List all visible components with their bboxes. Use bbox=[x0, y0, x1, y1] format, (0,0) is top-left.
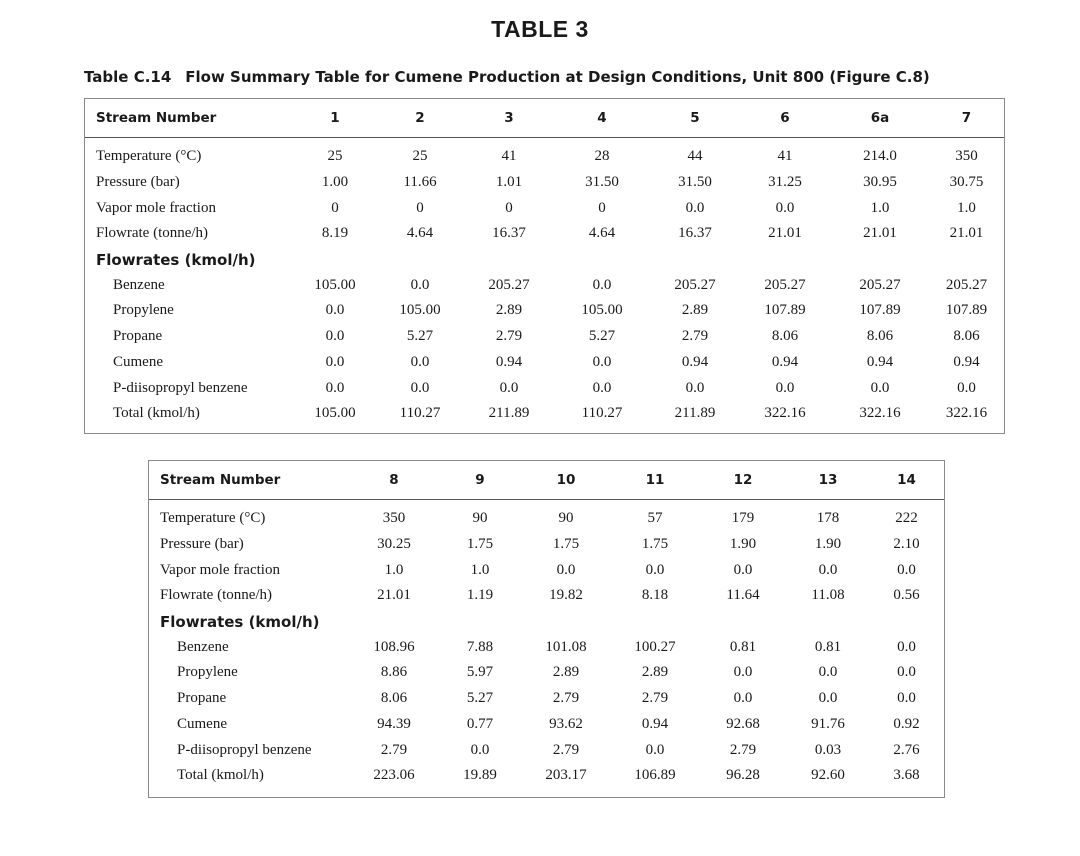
table-cell: 110.27 bbox=[399, 405, 441, 422]
table-cell: 203.17 bbox=[545, 767, 587, 784]
component-row bbox=[85, 375, 1004, 401]
stream-header: 6a bbox=[831, 99, 929, 138]
table-cell: 25 bbox=[412, 148, 428, 165]
table-cell: 2.89 bbox=[552, 664, 580, 681]
condition-row bbox=[149, 583, 944, 609]
row-label: Cumene bbox=[113, 353, 163, 370]
table-cell: 0.0 bbox=[556, 561, 576, 578]
stream-header: 13 bbox=[787, 461, 869, 500]
table-cell: 1.01 bbox=[495, 174, 523, 191]
flow-summary-table-2 bbox=[148, 460, 945, 798]
table-cell: 211.89 bbox=[674, 405, 716, 422]
table-cell: 1.0 bbox=[470, 561, 490, 578]
table-cell: 0.0 bbox=[775, 199, 795, 216]
table-cell: 1.0 bbox=[870, 199, 890, 216]
row-label: Propylene bbox=[177, 664, 238, 681]
table-cell: 8.19 bbox=[321, 225, 349, 242]
table-cell: 0.0 bbox=[499, 379, 519, 396]
table-cell: 214.0 bbox=[863, 148, 897, 165]
table-cell: 2.79 bbox=[380, 741, 408, 758]
component-row bbox=[149, 686, 944, 712]
table-cell: 5.27 bbox=[406, 328, 434, 345]
table-cell: 0.0 bbox=[325, 302, 345, 319]
table-cell: 0.0 bbox=[592, 379, 612, 396]
table-cell: 21.01 bbox=[377, 587, 411, 604]
table-cell: 0.81 bbox=[729, 638, 757, 655]
table-1-body bbox=[85, 138, 1004, 427]
table-cell: 4.64 bbox=[406, 225, 434, 242]
table-cell: 0.92 bbox=[893, 715, 920, 732]
table-cell: 107.89 bbox=[945, 302, 988, 319]
table-cell: 107.89 bbox=[859, 302, 901, 319]
condition-row bbox=[85, 138, 1004, 170]
component-row bbox=[85, 350, 1004, 376]
table-cell: 179 bbox=[731, 510, 755, 527]
table-cell: 205.27 bbox=[674, 276, 716, 293]
condition-row bbox=[149, 557, 944, 583]
table-cell: 90 bbox=[472, 510, 488, 527]
table-cell: 3.68 bbox=[893, 767, 920, 784]
table-cell: 2.79 bbox=[552, 690, 580, 707]
table-cell: 19.82 bbox=[549, 587, 583, 604]
table-cell: 92.60 bbox=[811, 767, 845, 784]
table-cell: 2.89 bbox=[681, 302, 709, 319]
caption-text: Flow Summary Table for Cumene Production at Design Conditions, Unit 800 (Figure C.8) bbox=[185, 68, 930, 86]
table-cell: 31.50 bbox=[585, 174, 619, 191]
table-cell: 0.56 bbox=[893, 587, 920, 604]
table-cell: 0 bbox=[598, 199, 606, 216]
table-1 bbox=[85, 99, 1004, 427]
table-cell: 1.0 bbox=[384, 561, 404, 578]
table-cell: 0.0 bbox=[733, 664, 753, 681]
table-cell: 8.06 bbox=[866, 328, 894, 345]
table-cell: 11.08 bbox=[811, 587, 845, 604]
table-cell: 28 bbox=[594, 148, 610, 165]
table-cell: 30.75 bbox=[949, 174, 984, 191]
table-cell: 0.0 bbox=[410, 353, 430, 370]
table-cell: 0.94 bbox=[866, 353, 894, 370]
component-row bbox=[85, 272, 1004, 298]
stream-header: 6 bbox=[739, 99, 831, 138]
table-cell: 178 bbox=[816, 510, 840, 527]
table-cell: 322.16 bbox=[859, 405, 901, 422]
table-cell: 100.27 bbox=[634, 638, 676, 655]
section-heading: Flowrates (kmol/h) bbox=[96, 250, 256, 269]
table-cell: 57 bbox=[647, 510, 663, 527]
table-cell: 41 bbox=[501, 148, 517, 165]
stream-header: 4 bbox=[553, 99, 651, 138]
table-cell: 5.97 bbox=[466, 664, 494, 681]
table-cell: 0.77 bbox=[466, 715, 494, 732]
table-cell: 205.27 bbox=[945, 276, 988, 293]
table-cell: 5.27 bbox=[466, 690, 494, 707]
table-cell: 205.27 bbox=[764, 276, 806, 293]
table-cell: 0.94 bbox=[953, 353, 980, 370]
condition-row bbox=[85, 170, 1004, 196]
table-cell: 1.75 bbox=[552, 536, 580, 553]
table-cell: 205.27 bbox=[859, 276, 901, 293]
table-cell: 350 bbox=[382, 510, 406, 527]
table-cell: 21.01 bbox=[863, 225, 897, 242]
table-cell: 0.03 bbox=[814, 741, 842, 758]
component-row bbox=[85, 401, 1004, 427]
table-cell: 2.79 bbox=[495, 328, 523, 345]
table-1-header-row bbox=[85, 99, 1004, 138]
table-caption bbox=[84, 68, 930, 86]
component-row bbox=[149, 660, 944, 686]
table-cell: 0.0 bbox=[818, 561, 838, 578]
row-label: Flowrate (tonne/h) bbox=[96, 225, 209, 242]
table-cell: 8.86 bbox=[380, 664, 408, 681]
table-cell: 108.96 bbox=[373, 638, 415, 655]
table-cell: 0.0 bbox=[897, 561, 916, 578]
stream-header: 12 bbox=[699, 461, 787, 500]
table-cell: 1.00 bbox=[321, 174, 349, 191]
table-cell: 0 bbox=[505, 199, 513, 216]
stream-header: 8 bbox=[349, 461, 439, 500]
table-cell: 4.64 bbox=[588, 225, 616, 242]
table-cell: 1.0 bbox=[957, 199, 976, 216]
table-cell: 2.76 bbox=[893, 741, 920, 758]
table-cell: 0.0 bbox=[325, 353, 345, 370]
row-label: Cumene bbox=[177, 715, 227, 732]
table-cell: 0.94 bbox=[641, 715, 669, 732]
table-cell: 0.0 bbox=[592, 276, 612, 293]
section-row bbox=[149, 609, 944, 635]
table-cell: 0 bbox=[416, 199, 424, 216]
condition-row bbox=[149, 500, 944, 532]
table-cell: 0.0 bbox=[470, 741, 490, 758]
condition-row bbox=[85, 221, 1004, 247]
table-cell: 0.0 bbox=[733, 561, 753, 578]
table-cell: 2.79 bbox=[641, 690, 669, 707]
table-cell: 0.0 bbox=[733, 690, 753, 707]
page-title: TABLE 3 bbox=[491, 16, 589, 42]
stream-header: 14 bbox=[869, 461, 944, 500]
table-cell: 44 bbox=[687, 148, 703, 165]
table-cell: 322.16 bbox=[764, 405, 806, 422]
row-label: Total (kmol/h) bbox=[113, 405, 200, 422]
table-cell: 5.27 bbox=[588, 328, 616, 345]
row-label: Propane bbox=[177, 690, 227, 707]
table-cell: 211.89 bbox=[488, 405, 530, 422]
table-cell: 8.18 bbox=[641, 587, 669, 604]
row-label: Pressure (bar) bbox=[96, 174, 180, 191]
table-cell: 105.00 bbox=[399, 302, 441, 319]
component-row bbox=[85, 324, 1004, 350]
stream-header: 1 bbox=[295, 99, 375, 138]
stream-header: 9 bbox=[439, 461, 521, 500]
stream-header: 10 bbox=[521, 461, 611, 500]
table-cell: 0.0 bbox=[897, 664, 916, 681]
table-cell: 107.89 bbox=[764, 302, 806, 319]
stream-header: 2 bbox=[375, 99, 465, 138]
table-cell: 0.0 bbox=[685, 199, 705, 216]
condition-row bbox=[149, 532, 944, 558]
table-cell: 0.94 bbox=[495, 353, 523, 370]
table-cell: 2.79 bbox=[729, 741, 757, 758]
stream-header: 5 bbox=[651, 99, 739, 138]
stream-number-header: Stream Number bbox=[149, 461, 349, 500]
component-row bbox=[149, 634, 944, 660]
table-cell: 0.0 bbox=[897, 690, 916, 707]
table-cell: 223.06 bbox=[373, 767, 415, 784]
table-cell: 105.00 bbox=[581, 302, 623, 319]
table-cell: 0.0 bbox=[645, 741, 665, 758]
table-cell: 93.62 bbox=[549, 715, 583, 732]
table-cell: 1.75 bbox=[466, 536, 494, 553]
table-cell: 2.79 bbox=[552, 741, 580, 758]
stream-header: 7 bbox=[929, 99, 1004, 138]
table-cell: 0.81 bbox=[814, 638, 842, 655]
table-cell: 0 bbox=[331, 199, 339, 216]
row-label: Temperature (°C) bbox=[160, 510, 266, 527]
table-cell: 31.25 bbox=[768, 174, 802, 191]
table-2-body bbox=[149, 500, 944, 789]
flow-summary-table-1 bbox=[84, 98, 1005, 434]
table-cell: 0.0 bbox=[818, 690, 838, 707]
table-cell: 31.50 bbox=[678, 174, 712, 191]
row-label: Pressure (bar) bbox=[160, 536, 244, 553]
table-2-header-row bbox=[149, 461, 944, 500]
table-cell: 90 bbox=[558, 510, 574, 527]
table-cell: 8.06 bbox=[953, 328, 980, 345]
table-cell: 0.0 bbox=[685, 379, 705, 396]
table-cell: 16.37 bbox=[492, 225, 526, 242]
row-label: Benzene bbox=[113, 276, 165, 293]
table-cell: 30.25 bbox=[377, 536, 411, 553]
table-cell: 0.0 bbox=[410, 276, 430, 293]
table-cell: 0.0 bbox=[325, 379, 345, 396]
row-label: P-diisopropyl benzene bbox=[177, 741, 312, 758]
row-label: Temperature (°C) bbox=[96, 148, 202, 165]
component-row bbox=[149, 763, 944, 789]
table-cell: 91.76 bbox=[811, 715, 845, 732]
table-cell: 1.90 bbox=[729, 536, 757, 553]
stream-header: 11 bbox=[611, 461, 699, 500]
table-cell: 0.0 bbox=[870, 379, 890, 396]
table-cell: 0.0 bbox=[775, 379, 795, 396]
table-cell: 0.0 bbox=[592, 353, 612, 370]
table-cell: 0.94 bbox=[681, 353, 709, 370]
table-cell: 0.0 bbox=[818, 664, 838, 681]
table-cell: 8.06 bbox=[771, 328, 799, 345]
table-cell: 41 bbox=[777, 148, 793, 165]
component-row bbox=[85, 298, 1004, 324]
table-cell: 21.01 bbox=[768, 225, 802, 242]
row-label: Vapor mole fraction bbox=[160, 561, 280, 578]
section-heading: Flowrates (kmol/h) bbox=[160, 612, 320, 631]
table-cell: 2.79 bbox=[681, 328, 709, 345]
component-row bbox=[149, 737, 944, 763]
table-cell: 11.66 bbox=[403, 174, 437, 191]
table-cell: 350 bbox=[955, 148, 978, 165]
table-cell: 19.89 bbox=[463, 767, 497, 784]
table-cell: 0.0 bbox=[410, 379, 430, 396]
table-cell: 1.90 bbox=[814, 536, 842, 553]
row-label: Vapor mole fraction bbox=[96, 199, 216, 216]
table-cell: 94.39 bbox=[377, 715, 411, 732]
table-cell: 11.64 bbox=[726, 587, 760, 604]
table-cell: 96.28 bbox=[726, 767, 760, 784]
table-cell: 7.88 bbox=[466, 638, 494, 655]
table-cell: 222 bbox=[895, 510, 918, 527]
row-label: Total (kmol/h) bbox=[177, 767, 264, 784]
table-cell: 205.27 bbox=[488, 276, 530, 293]
table-cell: 105.00 bbox=[314, 405, 356, 422]
table-cell: 0.0 bbox=[897, 638, 916, 655]
table-cell: 110.27 bbox=[581, 405, 623, 422]
table-cell: 25 bbox=[327, 148, 343, 165]
row-label: Propane bbox=[113, 328, 163, 345]
table-cell: 0.0 bbox=[325, 328, 345, 345]
condition-row bbox=[85, 195, 1004, 221]
table-cell: 1.75 bbox=[641, 536, 669, 553]
component-row bbox=[149, 712, 944, 738]
stream-number-header: Stream Number bbox=[85, 99, 295, 138]
table-cell: 101.08 bbox=[545, 638, 587, 655]
table-cell: 0.94 bbox=[771, 353, 799, 370]
table-cell: 0.0 bbox=[645, 561, 665, 578]
table-cell: 0.0 bbox=[957, 379, 976, 396]
table-cell: 106.89 bbox=[634, 767, 676, 784]
row-label: Propylene bbox=[113, 302, 174, 319]
section-row bbox=[85, 247, 1004, 273]
table-cell: 322.16 bbox=[945, 405, 988, 422]
row-label: P-diisopropyl benzene bbox=[113, 379, 248, 396]
table-cell: 2.89 bbox=[641, 664, 669, 681]
table-cell: 1.19 bbox=[466, 587, 494, 604]
table-2 bbox=[149, 461, 944, 789]
caption-number: Table C.14 bbox=[84, 68, 172, 86]
table-cell: 30.95 bbox=[863, 174, 897, 191]
row-label: Flowrate (tonne/h) bbox=[160, 587, 273, 604]
row-label: Benzene bbox=[177, 638, 229, 655]
stream-header: 3 bbox=[465, 99, 553, 138]
table-cell: 21.01 bbox=[949, 225, 984, 242]
table-cell: 16.37 bbox=[678, 225, 712, 242]
table-cell: 2.89 bbox=[495, 302, 523, 319]
table-cell: 92.68 bbox=[726, 715, 760, 732]
table-cell: 2.10 bbox=[893, 536, 920, 553]
table-cell: 8.06 bbox=[380, 690, 408, 707]
table-cell: 105.00 bbox=[314, 276, 356, 293]
